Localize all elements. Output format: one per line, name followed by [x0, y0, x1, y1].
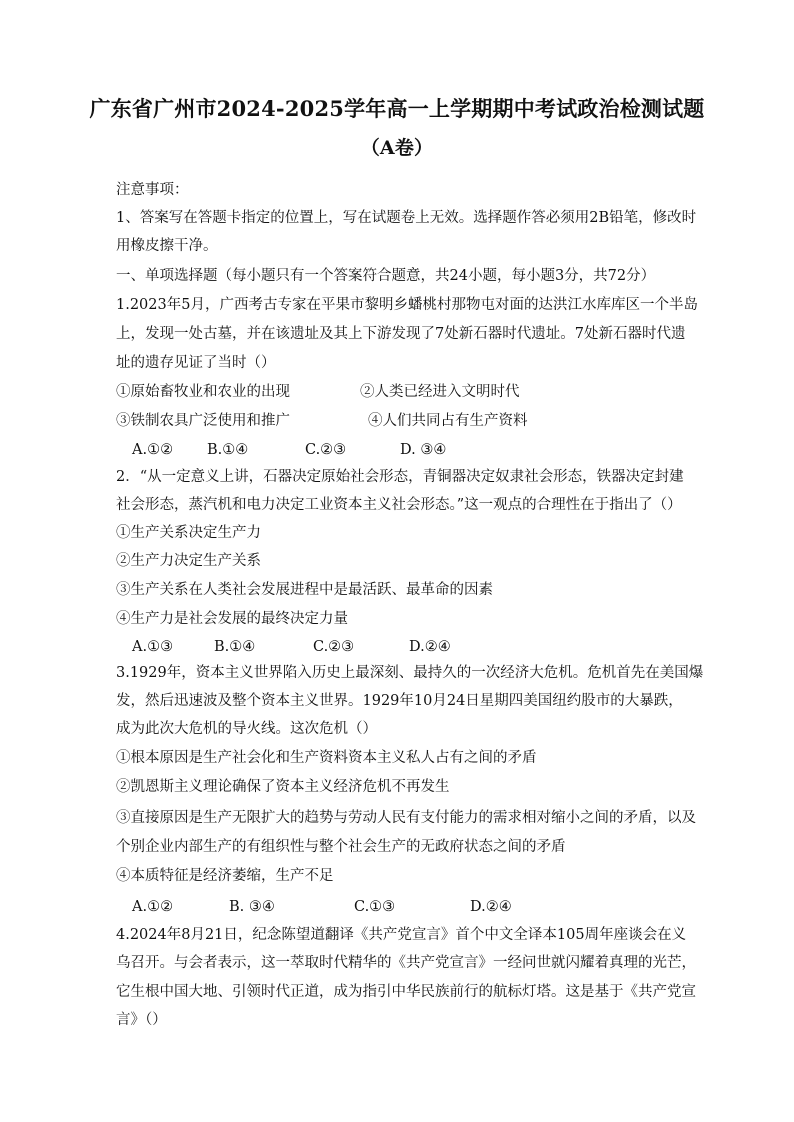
question-2-choice-c[interactable]: C.②③	[313, 639, 355, 655]
question-3-stem: 3.1929年，资本主义世界陷入历史上最深刻、最持久的一次经济大危机。危机首先在美国爆	[116, 665, 704, 681]
question-4-stem: 言》（）	[116, 1012, 167, 1028]
notice-heading: 注意事项：	[116, 182, 189, 198]
question-3-statement: ①根本原因是生产社会化和生产资料资本主义私人占有之间的矛盾	[116, 750, 537, 766]
question-2-stem: 社会形态，蒸汽机和电力决定工业资本主义社会形态。”这一观点的合理性在于指出了（）	[116, 497, 682, 513]
question-2-choice-a[interactable]: A.①③	[132, 639, 174, 655]
section-heading: 一、单项选择题（每小题只有一个答案符合题意，共24小题，每小题3分，共72分）	[116, 268, 656, 284]
question-1-statement: ①原始畜牧业和农业的出现	[116, 384, 290, 400]
question-2-stem: 2．“从一定意义上讲，石器决定原始社会形态，青铜器决定奴隶社会形态，铁器决定封建	[116, 469, 684, 485]
page-title: 广东省广州市2024-2025学年高一上学期期中考试政治检测试题	[89, 96, 705, 121]
question-1-choice-d[interactable]: D. ③④	[400, 442, 447, 458]
question-3-choice-c[interactable]: C.①③	[354, 899, 396, 915]
question-3-statement: ②凯恩斯主义理论确保了资本主义经济危机不再发生	[116, 779, 450, 795]
question-3-choice-b[interactable]: B. ③④	[229, 899, 275, 915]
notice-item-1-cont: 用橡皮擦干净。	[116, 238, 218, 254]
question-2-choice-b[interactable]: B.①④	[214, 639, 256, 655]
question-1-statement: ③铁制农具广泛使用和推广	[116, 413, 290, 429]
question-1-statement: ④人们共同占有生产资料	[368, 413, 528, 429]
question-2-statement: ②生产力决定生产关系	[116, 553, 261, 569]
question-1-choice-c[interactable]: C.②③	[305, 442, 347, 458]
question-3-statement: ③直接原因是生产无限扩大的趋势与劳动人民有支付能力的需求相对缩小之间的矛盾，以及	[116, 810, 696, 826]
question-2-choice-d[interactable]: D.②④	[409, 639, 451, 655]
question-4-stem: 4.2024年8月21日，纪念陈望道翻译《共产党宣言》首个中文全译本105周年座谈会在义	[116, 927, 687, 943]
notice-item-1: 1、答案写在答题卡指定的位置上，写在试题卷上无效。选择题作答必须用2B铅笔，修改时	[116, 210, 697, 226]
question-3-stem: 发，然后迅速波及整个资本主义世界。1929年10月24日星期四美国纽约股市的大暴跌，	[116, 693, 683, 709]
question-3-stem: 成为此次大危机的导火线。这次危机（）	[116, 721, 377, 737]
question-1-statement: ②人类已经进入文明时代	[360, 384, 520, 400]
question-1-choice-b[interactable]: B.①④	[207, 442, 249, 458]
question-1-stem: 上，发现一处古墓，并在该遗址及其上下游发现了7处新石器时代遗址。7处新石器时代遗	[116, 326, 686, 342]
page-subtitle: （A卷）	[360, 137, 434, 159]
question-1-stem: 1.2023年5月，广西考古专家在平果市黎明乡蟠桃村那物屯对面的达洪江水库库区一个半岛	[116, 297, 698, 313]
question-4-stem: 乌召开。与会者表示，这一萃取时代精华的《共产党宣言》一经问世就闪耀着真理的光芒，	[116, 955, 696, 971]
question-3-choice-a[interactable]: A.①②	[132, 899, 174, 915]
question-2-statement: ①生产关系决定生产力	[116, 525, 261, 541]
question-3-statement-cont: 个别企业内部生产的有组织性与整个社会生产的无政府状态之间的矛盾	[116, 839, 566, 855]
question-4-stem: 它生根中国大地、引领时代正道，成为指引中华民族前行的航标灯塔。这是基于《共产党宣	[116, 984, 696, 1000]
question-3-statement: ④本质特征是经济萎缩，生产不足	[116, 868, 334, 884]
question-2-statement: ③生产关系在人类社会发展进程中是最活跃、最革命的因素	[116, 582, 493, 598]
question-2-statement: ④生产力是社会发展的最终决定力量	[116, 611, 348, 627]
question-1-choice-a[interactable]: A.①②	[132, 442, 174, 458]
question-1-stem: 址的遗存见证了当时（）	[116, 355, 276, 371]
question-3-choice-d[interactable]: D.②④	[470, 899, 512, 915]
